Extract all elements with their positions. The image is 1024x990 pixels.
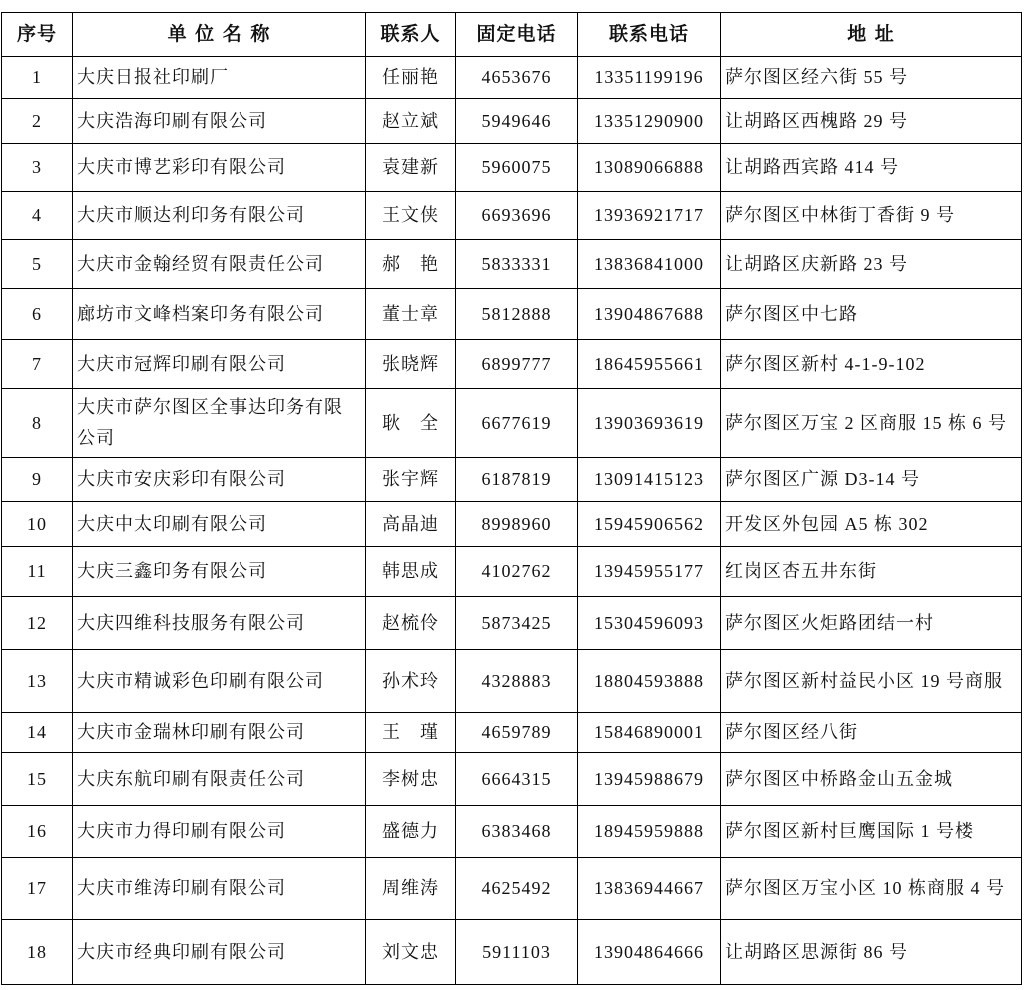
cell-address: 萨尔图区广源 D3-14 号 [721,458,1022,502]
table-row [2,650,1022,713]
cell-mobile-phone: 13836944667 [578,858,721,920]
cell-company-name: 大庆三鑫印务有限公司 [73,547,366,597]
cell-landline-phone: 4328883 [456,650,578,713]
cell-mobile-phone: 13936921717 [578,192,721,240]
cell-address: 萨尔图区中桥路金山五金城 [721,753,1022,806]
cell-address: 萨尔图区中七路 [721,289,1022,340]
cell-contact-person: 耿 全 [366,389,456,458]
cell-company-name: 大庆四维科技服务有限公司 [73,597,366,650]
cell-mobile-phone: 13904864666 [578,920,721,985]
cell-mobile-phone: 13945988679 [578,753,721,806]
table-row [2,289,1022,340]
cell-mobile-phone: 13836841000 [578,240,721,289]
cell-contact-person: 赵梳伶 [366,597,456,650]
cell-mobile-phone: 13091415123 [578,458,721,502]
cell-contact-person: 王 瑾 [366,713,456,753]
cell-serial-number: 17 [2,858,73,920]
cell-mobile-phone: 13351199196 [578,57,721,99]
cell-contact-person: 张晓辉 [366,340,456,389]
table-row [2,389,1022,458]
cell-serial-number: 9 [2,458,73,502]
table-row [2,340,1022,389]
cell-landline-phone: 4653676 [456,57,578,99]
cell-company-name: 大庆市萨尔图区全事达印务有限公司 [73,389,366,458]
cell-address: 萨尔图区经六街 55 号 [721,57,1022,99]
cell-serial-number: 15 [2,753,73,806]
cell-mobile-phone: 18804593888 [578,650,721,713]
cell-landline-phone: 6664315 [456,753,578,806]
cell-address: 萨尔图区经八街 [721,713,1022,753]
cell-address: 让胡路区思源街 86 号 [721,920,1022,985]
cell-serial-number: 7 [2,340,73,389]
cell-landline-phone: 5873425 [456,597,578,650]
cell-mobile-phone: 15846890001 [578,713,721,753]
cell-mobile-phone: 13904867688 [578,289,721,340]
cell-contact-person: 袁建新 [366,144,456,192]
header-company-name: 单 位 名 称 [73,13,366,57]
cell-company-name: 大庆中太印刷有限公司 [73,502,366,547]
table-row [2,99,1022,144]
header-address: 地 址 [721,13,1022,57]
cell-address: 让胡路区西槐路 29 号 [721,99,1022,144]
cell-landline-phone: 5960075 [456,144,578,192]
header-mobile-phone: 联系电话 [578,13,721,57]
cell-contact-person: 韩思成 [366,547,456,597]
cell-serial-number: 11 [2,547,73,597]
cell-serial-number: 14 [2,713,73,753]
cell-address: 萨尔图区万宝 2 区商服 15 栋 6 号 [721,389,1022,458]
table-row [2,920,1022,985]
cell-serial-number: 18 [2,920,73,985]
cell-company-name: 大庆市维涛印刷有限公司 [73,858,366,920]
cell-landline-phone: 5833331 [456,240,578,289]
cell-company-name: 大庆市顺达利印务有限公司 [73,192,366,240]
cell-landline-phone: 5812888 [456,289,578,340]
cell-address: 萨尔图区火炬路团结一村 [721,597,1022,650]
table-row [2,858,1022,920]
cell-serial-number: 4 [2,192,73,240]
cell-landline-phone: 4659789 [456,713,578,753]
cell-mobile-phone: 13351290900 [578,99,721,144]
header-landline-phone: 固定电话 [456,13,578,57]
cell-contact-person: 张宇辉 [366,458,456,502]
table-row [2,192,1022,240]
table-row [2,458,1022,502]
cell-landline-phone: 6693696 [456,192,578,240]
cell-serial-number: 2 [2,99,73,144]
cell-mobile-phone: 18645955661 [578,340,721,389]
cell-serial-number: 1 [2,57,73,99]
cell-address: 让胡路西宾路 414 号 [721,144,1022,192]
cell-address: 萨尔图区新村巨鹰国际 1 号楼 [721,806,1022,858]
cell-company-name: 大庆市精诚彩色印刷有限公司 [73,650,366,713]
table-row [2,753,1022,806]
table-row [2,240,1022,289]
table-row [2,713,1022,753]
header-row [2,13,1022,57]
table-header [2,13,1022,57]
cell-landline-phone: 4102762 [456,547,578,597]
table-row [2,57,1022,99]
cell-company-name: 大庆市力得印刷有限公司 [73,806,366,858]
header-serial-number: 序号 [2,13,73,57]
cell-contact-person: 周维涛 [366,858,456,920]
cell-mobile-phone: 13089066888 [578,144,721,192]
cell-address: 开发区外包园 A5 栋 302 [721,502,1022,547]
cell-serial-number: 12 [2,597,73,650]
company-contact-table [1,12,1022,985]
cell-mobile-phone: 13903693619 [578,389,721,458]
cell-serial-number: 5 [2,240,73,289]
cell-company-name: 大庆市冠辉印刷有限公司 [73,340,366,389]
cell-contact-person: 郝 艳 [366,240,456,289]
cell-address: 让胡路区庆新路 23 号 [721,240,1022,289]
cell-contact-person: 孙术玲 [366,650,456,713]
cell-serial-number: 10 [2,502,73,547]
cell-landline-phone: 6899777 [456,340,578,389]
cell-company-name: 大庆市金瑞林印刷有限公司 [73,713,366,753]
cell-serial-number: 3 [2,144,73,192]
cell-landline-phone: 6383468 [456,806,578,858]
table-row [2,597,1022,650]
cell-contact-person: 盛德力 [366,806,456,858]
cell-company-name: 大庆市博艺彩印有限公司 [73,144,366,192]
cell-contact-person: 李树忠 [366,753,456,806]
table-row [2,806,1022,858]
cell-company-name: 大庆市安庆彩印有限公司 [73,458,366,502]
cell-contact-person: 任丽艳 [366,57,456,99]
table-row [2,502,1022,547]
cell-address: 红岗区杏五井东街 [721,547,1022,597]
cell-company-name: 大庆市金翰经贸有限责任公司 [73,240,366,289]
cell-company-name: 大庆日报社印刷厂 [73,57,366,99]
cell-contact-person: 刘文忠 [366,920,456,985]
cell-address: 萨尔图区中林街丁香街 9 号 [721,192,1022,240]
cell-mobile-phone: 18945959888 [578,806,721,858]
cell-contact-person: 王文侠 [366,192,456,240]
cell-contact-person: 赵立斌 [366,99,456,144]
table-body [2,57,1022,985]
table-row [2,547,1022,597]
header-contact-person: 联系人 [366,13,456,57]
cell-landline-phone: 5911103 [456,920,578,985]
cell-company-name: 廊坊市文峰档案印务有限公司 [73,289,366,340]
cell-company-name: 大庆东航印刷有限责任公司 [73,753,366,806]
cell-landline-phone: 5949646 [456,99,578,144]
cell-contact-person: 高晶迪 [366,502,456,547]
cell-serial-number: 6 [2,289,73,340]
cell-mobile-phone: 13945955177 [578,547,721,597]
cell-landline-phone: 6677619 [456,389,578,458]
cell-landline-phone: 4625492 [456,858,578,920]
cell-address: 萨尔图区万宝小区 10 栋商服 4 号 [721,858,1022,920]
table-row [2,144,1022,192]
cell-mobile-phone: 15304596093 [578,597,721,650]
cell-serial-number: 16 [2,806,73,858]
cell-mobile-phone: 15945906562 [578,502,721,547]
cell-contact-person: 董士章 [366,289,456,340]
cell-company-name: 大庆浩海印刷有限公司 [73,99,366,144]
cell-landline-phone: 8998960 [456,502,578,547]
cell-serial-number: 8 [2,389,73,458]
cell-landline-phone: 6187819 [456,458,578,502]
cell-serial-number: 13 [2,650,73,713]
cell-address: 萨尔图区新村 4-1-9-102 [721,340,1022,389]
cell-address: 萨尔图区新村益民小区 19 号商服 [721,650,1022,713]
cell-company-name: 大庆市经典印刷有限公司 [73,920,366,985]
